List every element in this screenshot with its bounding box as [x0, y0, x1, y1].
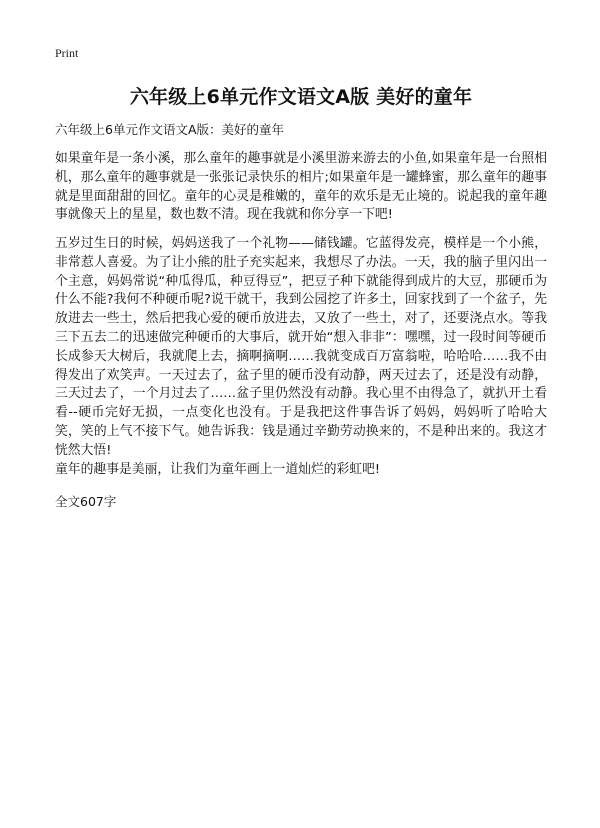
paragraph-intro: 如果童年是一条小溪，那么童年的趣事就是小溪里游来游去的小鱼,如果童年是一台照相机，那么童年的趣事就是一张张记录快乐的相片;如果童年是一罐蜂蜜，那么童年的趣事就是里面甜甜的回忆。童年的心灵是稚嫩的，童年的欢乐是无止境的。说起我的童年趣事就像天上的星星，数也数不清。现在我就和你分享一下吧!: [55, 151, 547, 223]
paragraph-conclusion: 童年的趣事是美丽，让我们为童年画上一道灿烂的彩虹吧!: [55, 462, 381, 477]
print-link[interactable]: Print: [55, 46, 79, 60]
paragraph-story: 五岁过生日的时候，妈妈送我了一个礼物——储钱罐。它蓝得发亮，模样是一个小熊，非常惹人喜爱。为了让小熊的肚子充实起来，我想尽了办法。一天，我的脑子里闪出一个主意，妈妈常说“种瓜得瓜，种豆得豆”，把豆子种下就能得到成片的大豆，那硬币为什么不能?我何不种硬币呢?说干就干，我到公园挖了许多土，回家找到了一个盆子，先放进去一些土，然后把我心爱的硬币放进去，又放了一些土，对了，还要浇点水。等我三下五去二的迅速做完种硬币的大事后，就开始“想入非非”：嘿嘿，过一段时间等硬币长成参天大树后，我就爬上去，摘啊摘啊……我就变成百万富翁啦，哈哈哈……我不由得发出了欢笑声。一天过去了，盆子里的硬币没有动静，两天过去了，还是没有动静，三天过去了，一个月过去了……盆子里仍然没有动静。我心里不由得急了，就扒开土看看--硬币完好无损，一点变化也没有。于是我把这件事告诉了妈妈，妈妈听了哈哈大笑，笑的上气不接下气。她告诉我：钱是通过辛勤劳动换来的，不是种出来的。我这才恍然大悟!: [55, 236, 547, 458]
article-title: 六年级上6单元作文语文A版 美好的童年: [129, 86, 473, 108]
article-subtitle: 六年级上6单元作文语文A版：美好的童年: [55, 122, 285, 137]
word-count: 全文607字: [55, 494, 117, 509]
